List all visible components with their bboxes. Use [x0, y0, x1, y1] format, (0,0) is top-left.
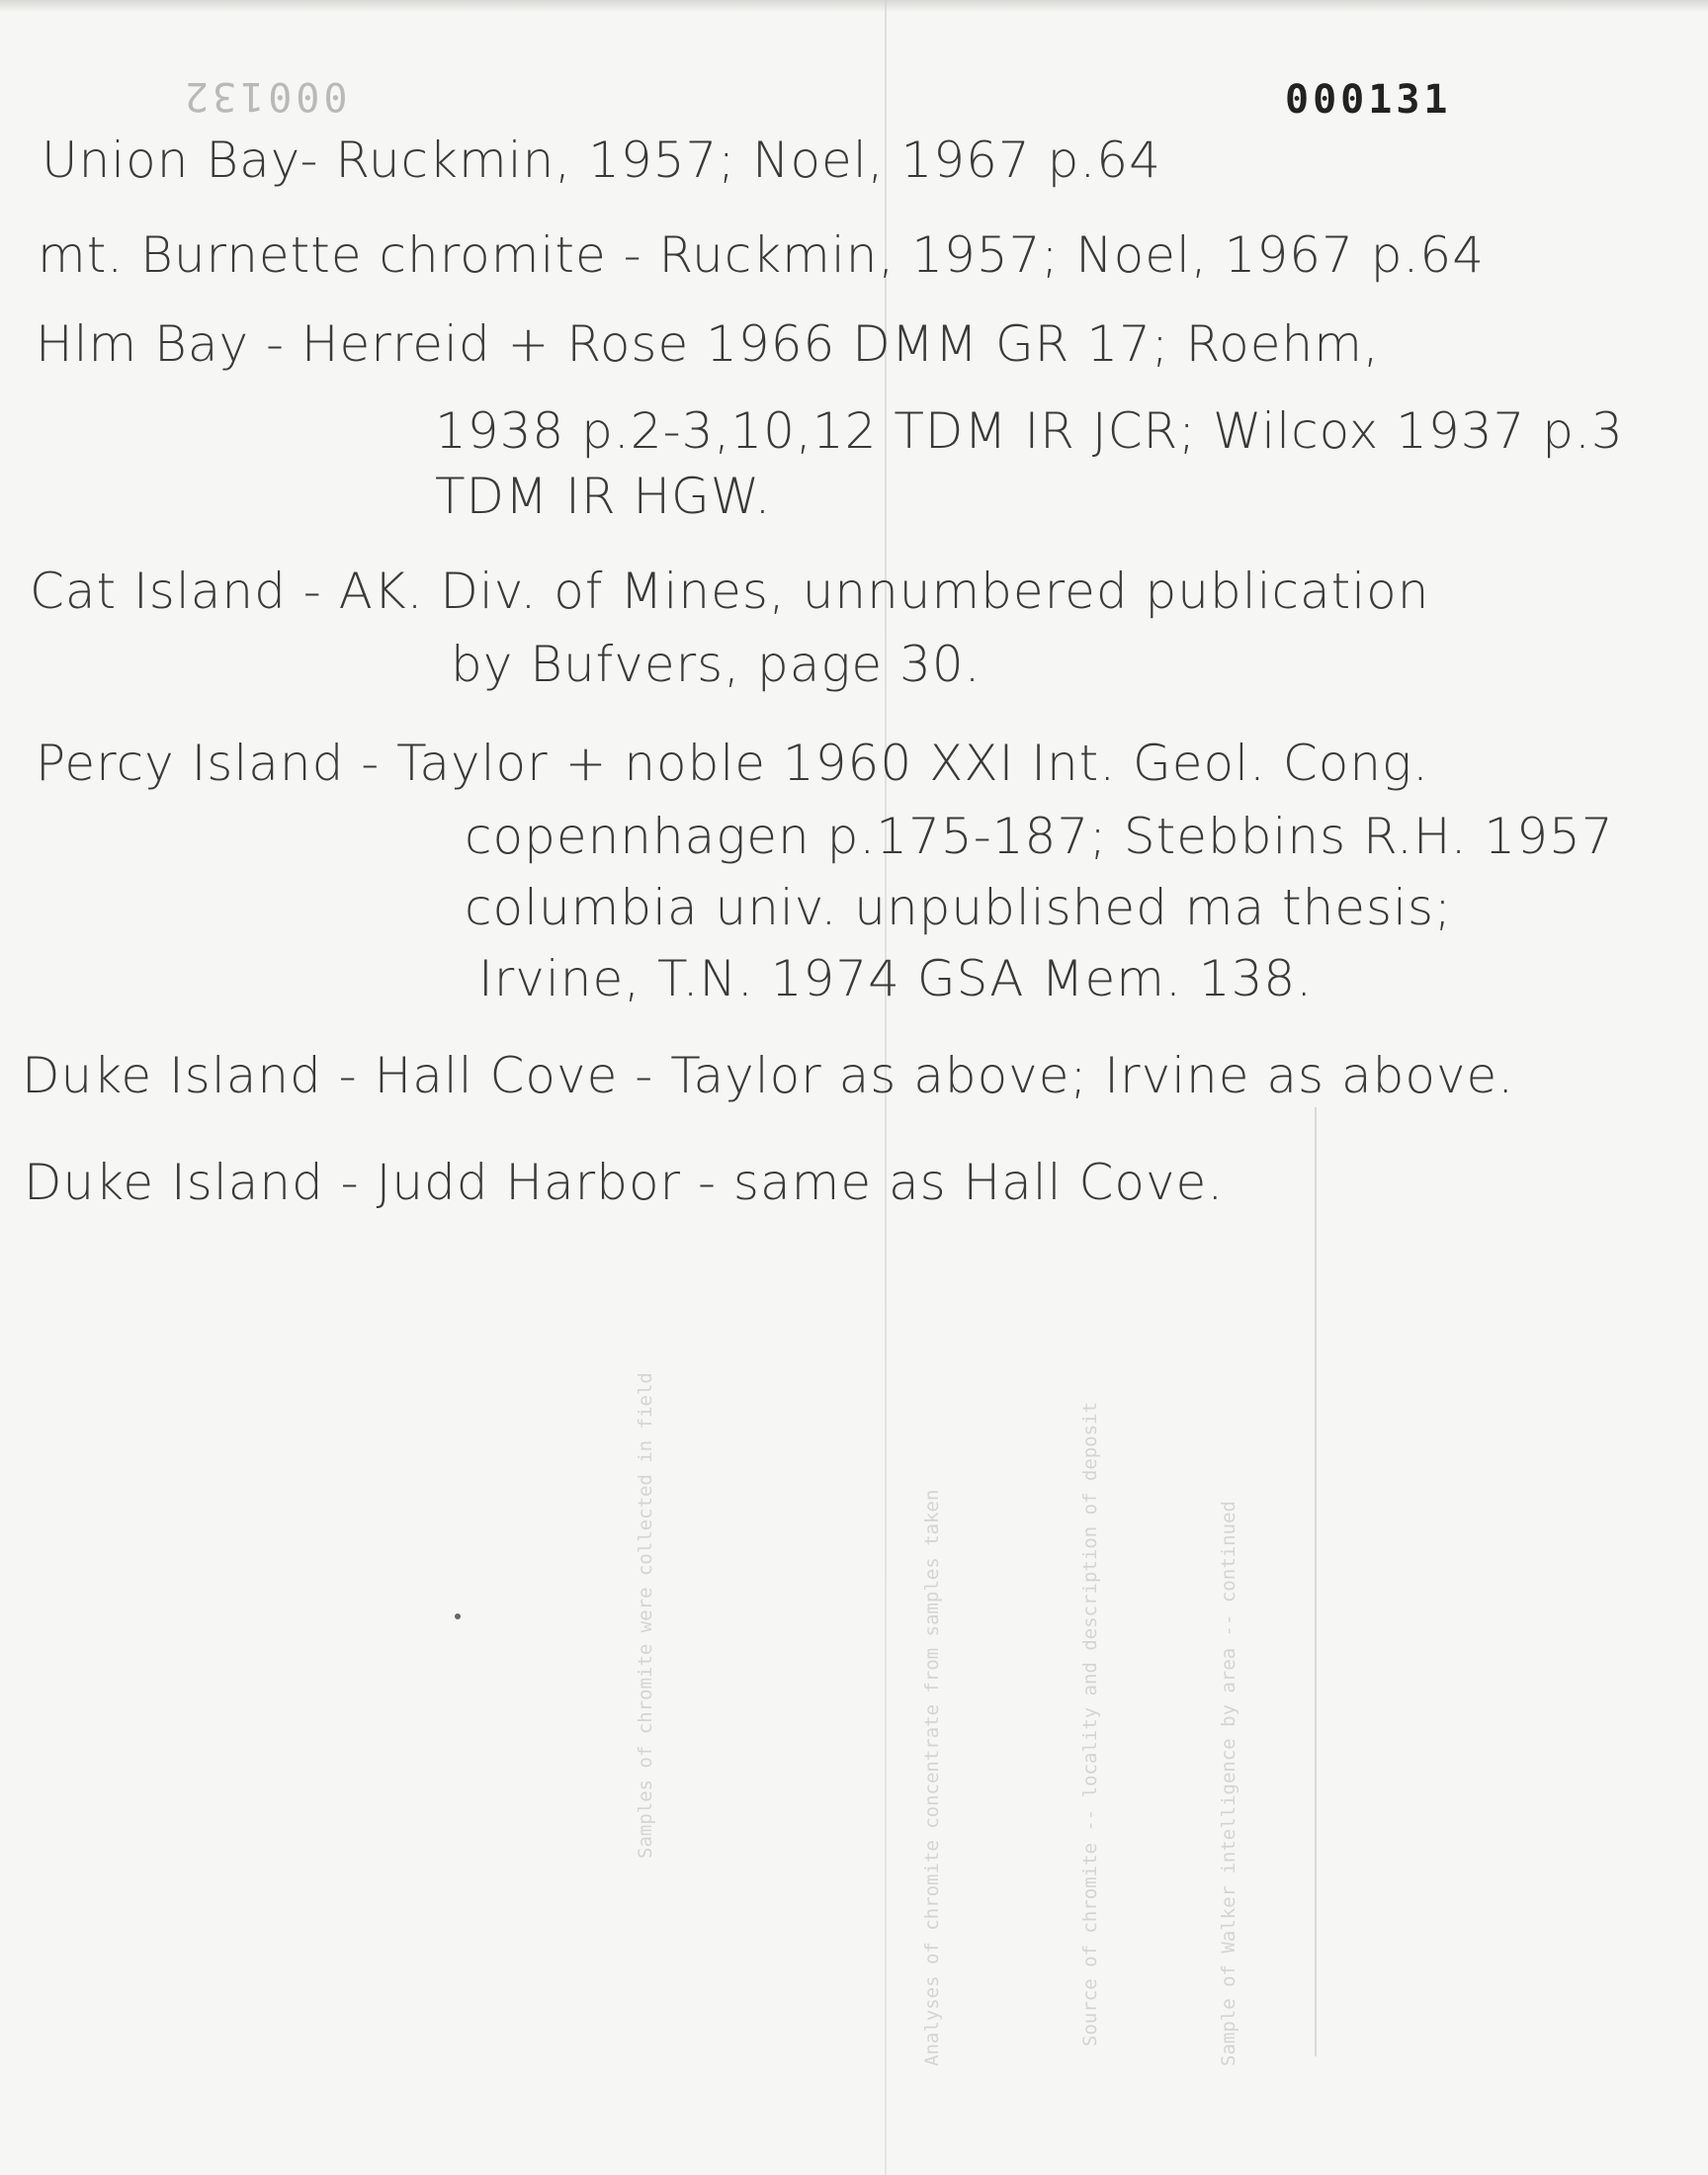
bleed-through-text: Samples of chromite were collected in field: [635, 1372, 656, 1859]
bleed-through-rule: [1315, 1107, 1317, 2056]
entry-line: Union Bay- Ruckmin, 1957; Noel, 1967 p.64: [42, 131, 1161, 189]
entry-line: by Bufvers, page 30.: [451, 636, 982, 693]
page-edge-shadow: [0, 0, 1708, 12]
entry-mt-burnette: [38, 219, 1485, 291]
entry-line: 1938 p.2-3,10,12 TDM IR JCR; Wilcox 1937 p.3: [435, 402, 1624, 460]
entry-duke-island-hall-cove: [22, 1040, 1514, 1111]
entry-line: columbia univ. unpublished ma thesis;: [465, 879, 1452, 936]
entry-line: Cat Island - AK. Div. of Mines, unnumbered publication: [30, 563, 1430, 620]
entry-line: copennhagen p.175-187; Stebbins R.H. 1957: [465, 808, 1614, 865]
ink-speck: [455, 1613, 461, 1619]
document-stamp-number: 000131: [1285, 77, 1452, 123]
entry-cat-island: [30, 556, 1429, 627]
entry-line: mt. Burnette chromite - Ruckmin, 1957; Noel, 1967 p.64: [38, 226, 1486, 284]
mirrored-stamp-number: 000132: [181, 73, 348, 119]
bleed-through-text: Sample of Walker intelligence by area -- continued: [1218, 1501, 1239, 2066]
entry-line: Duke Island - Judd Harbor - same as Hall Cove.: [24, 1154, 1225, 1211]
entry-helm-bay: [36, 308, 1380, 380]
entry-union-bay: [42, 125, 1161, 196]
entry-line: TDM IR HGW.: [435, 468, 772, 525]
entry-percy-island: [36, 728, 1429, 799]
entry-percy-island-cont: [478, 943, 1313, 1014]
entry-line: Percy Island - Taylor + noble 1960 XXI Int. Geol. Cong.: [36, 735, 1429, 792]
entry-percy-island-cont: [465, 872, 1452, 943]
entry-helm-bay-cont: [435, 395, 1624, 467]
bleed-through-text: Source of chromite -- locality and description of deposit: [1079, 1401, 1101, 2046]
entry-cat-island-cont: [451, 629, 982, 700]
entry-duke-island-judd-harbor: [24, 1147, 1224, 1218]
entry-helm-bay-cont: [435, 461, 771, 532]
bleed-through-text: Analyses of chromite concentrate from samples taken: [921, 1489, 943, 2066]
entry-line: Irvine, T.N. 1974 GSA Mem. 138.: [478, 950, 1314, 1007]
entry-line: Duke Island - Hall Cove - Taylor as above; Irvine as above.: [22, 1047, 1515, 1104]
entry-percy-island-cont: [465, 801, 1614, 872]
entry-line: Hlm Bay - Herreid + Rose 1966 DMM GR 17; Roehm,: [36, 315, 1380, 373]
